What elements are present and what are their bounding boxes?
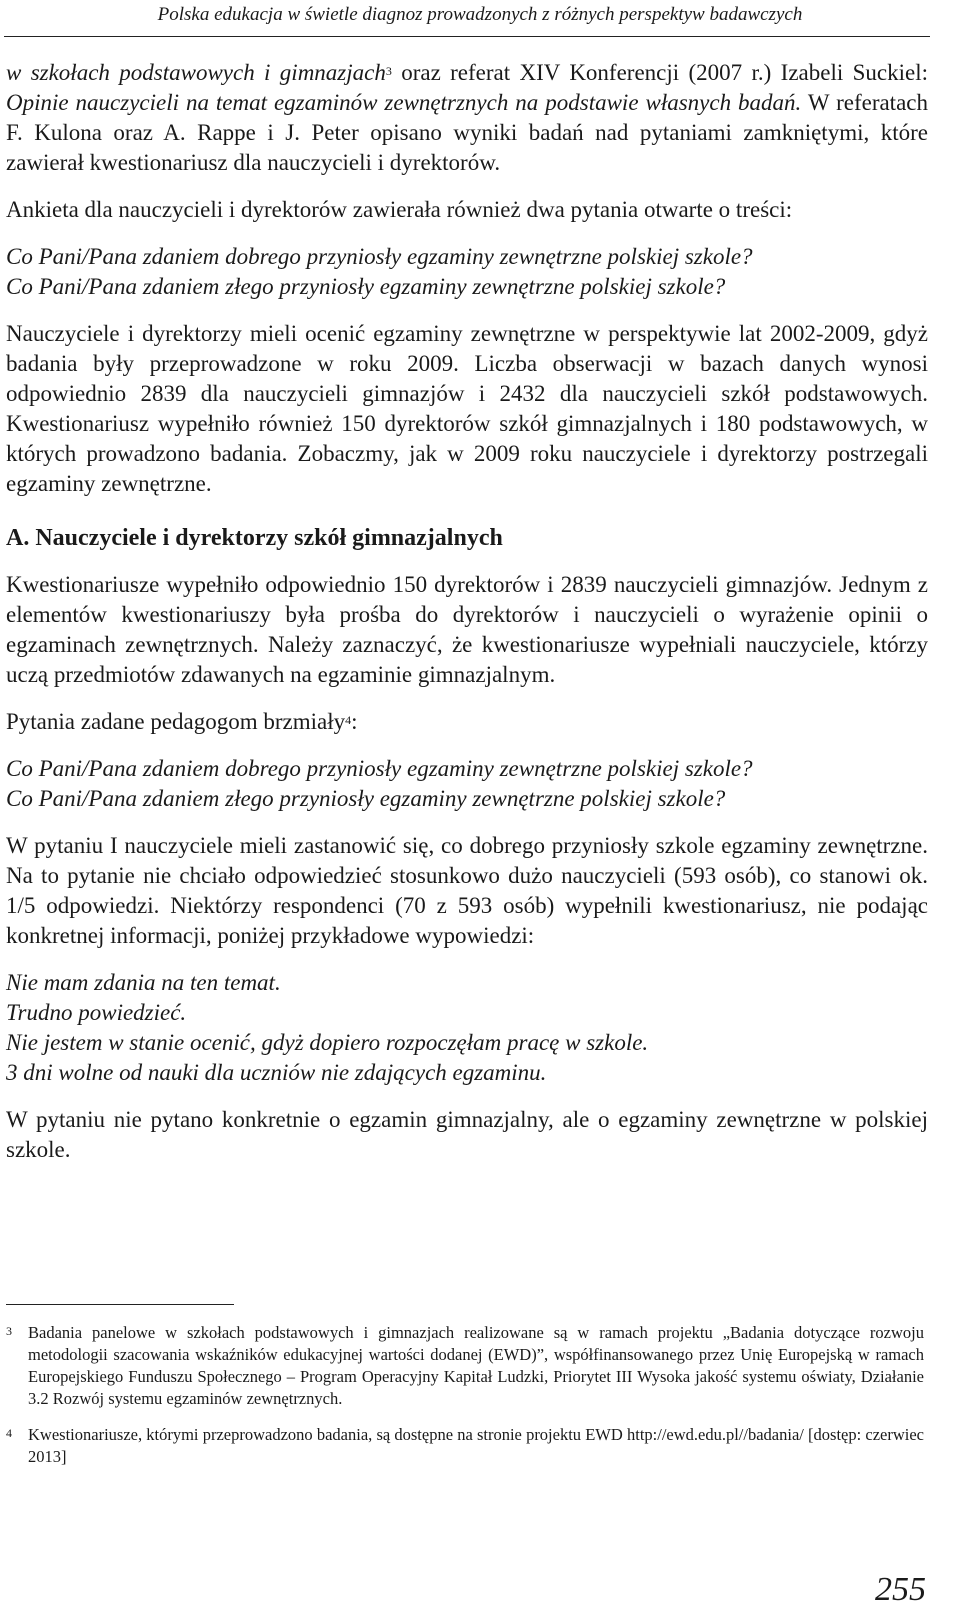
paragraph-2: Ankieta dla nauczycieli i dyrektorów zawierała również dwa pytania otwarte o treści:: [6, 197, 793, 222]
answer-item: Nie mam zdania na ten temat.: [6, 970, 281, 995]
question-good: Co Pani/Pana zdaniem dobrego przyniosły egzaminy zewnętrzne polskiej szkole?: [6, 244, 753, 269]
question-bad: Co Pani/Pana zdaniem złego przyniosły egzaminy zewnętrzne polskiej szkole?: [6, 274, 726, 299]
paragraph-1-text-a: oraz referat XIV Konferencji (2007 r.) Izabeli Suckiel:: [391, 60, 928, 85]
footnote-ref-3: 3: [385, 64, 392, 78]
page-number: 255: [875, 1571, 926, 1608]
paragraph-7: W pytaniu nie pytano konkretnie o egzamin gimnazjalny, ale o egzaminy zewnętrzne w polskiej szkole.: [6, 1107, 928, 1162]
paragraph-3: Nauczyciele i dyrektorzy mieli ocenić egzaminy zewnętrzne w perspektywie lat 2002-2009, gdyż badania były przeprowadzone w roku 2009. Liczba obserwacji w bazach danych wynosi odpowiednio 2839 dla nauczycieli gimnazjów i 2432 dla nauczycieli szkół podstawowych. Kwestionariusz wypełniło również 150 dyrektorów szkół gimnazjalnych i 180 podstawowych, w których prowadzono badania. Zobaczmy, jak w 2009 roku nauczyciele i dyrektorzy postrzegali egzaminy zewnętrzne.: [6, 321, 928, 496]
italic-continuation: w szkołach podstawowych i gimnazjach: [6, 60, 386, 85]
question-bad-repeat: Co Pani/Pana zdaniem złego przyniosły egzaminy zewnętrzne polskiej szkole?: [6, 786, 726, 811]
footnote-text: Badania panelowe w szkołach podstawowych i gimnazjach realizowane są w ramach projektu „Badania dotyczące rozwoju metodologii szacowania wskaźników edukacyjnej wartości dodanej (EWD)”, współfinansowanego przez Unię Europejską w ramach Europejskiego Funduszu Społecznego – Program Operacyjny Kapitał Ludzki, Priorytet III Wysoka jakość systemu oświaty, Działanie 3.2 Rozwój systemu egzaminów zewnętrznych.: [28, 1323, 924, 1408]
answer-item: Nie jestem w stanie ocenić, gdyż dopiero rozpoczęłam pracę w szkole.: [6, 1030, 649, 1055]
paragraph-5: [6, 707, 928, 737]
answer-item: 3 dni wolne od nauki dla uczniów nie zdających egzaminu.: [6, 1060, 547, 1085]
footnote-number: 4: [6, 1426, 12, 1440]
header-divider: [4, 36, 930, 37]
footnote-number: 3: [6, 1324, 12, 1338]
section-heading: A. Nauczyciele i dyrektorzy szkół gimnazjalnych: [6, 525, 503, 551]
footnote-ref-4: 4: [345, 713, 352, 727]
running-header: Polska edukacja w świetle diagnoz prowadzonych z różnych perspektyw badawczych: [157, 4, 803, 25]
paragraph-6: W pytaniu I nauczyciele mieli zastanowić się, co dobrego przyniosły szkole egzaminy zewnętrzne. Na to pytanie nie chciało odpowiedzieć stosunkowo dużo nauczycieli (593 osób), co stanowi ok. 1/5 odpowiedzi. Niektórzy respondenci (70 z 593 osób) wypełnili kwestionariusz, nie podając konkretnej informacji, poniżej przykładowe wypowiedzi:: [6, 833, 928, 948]
paragraph-4: Kwestionariusze wypełniło odpowiednio 150 dyrektorów i 2839 nauczycieli gimnazjów. Jednym z elementów kwestionariuszy była prośba do dyrektorów i nauczycieli o wyrażenie opinii o egzaminach zewnętrznych. Należy zaznaczyć, że kwestionariusze wypełniali nauczyciele, którzy uczą przedmiotów zdawanych na egzaminie gimnazjalnym.: [6, 572, 928, 687]
paragraph-1: [6, 58, 928, 178]
footnote-text: Kwestionariusze, którymi przeprowadzono badania, są dostępne na stronie projektu EWD http://ewd.edu.pl//badania/ [dostęp: czerwiec 2013]: [28, 1425, 924, 1466]
cited-title: Opinie nauczycieli na temat egzaminów zewnętrznych na podstawie własnych badań.: [6, 90, 802, 115]
footnote: [6, 1424, 924, 1468]
main-text: [6, 58, 928, 1165]
paragraph-1-text-b: W referatach F. Kulona oraz A. Rappe i J. Peter opisano wyniki badań nad pytaniami zamkniętymi, które zawierał kwestionariusz dla nauczycieli i dyrektorów.: [6, 90, 928, 175]
paragraph-5-text: Pytania zadane pedagogom brzmiały: [6, 709, 346, 734]
answer-item: Trudno powiedzieć.: [6, 1000, 187, 1025]
question-good-repeat: Co Pani/Pana zdaniem dobrego przyniosły egzaminy zewnętrzne polskiej szkole?: [6, 756, 753, 781]
footnotes: [6, 1322, 924, 1468]
paragraph-5-colon: :: [351, 709, 358, 734]
footnote-divider: [6, 1304, 234, 1305]
footnote: [6, 1322, 924, 1410]
